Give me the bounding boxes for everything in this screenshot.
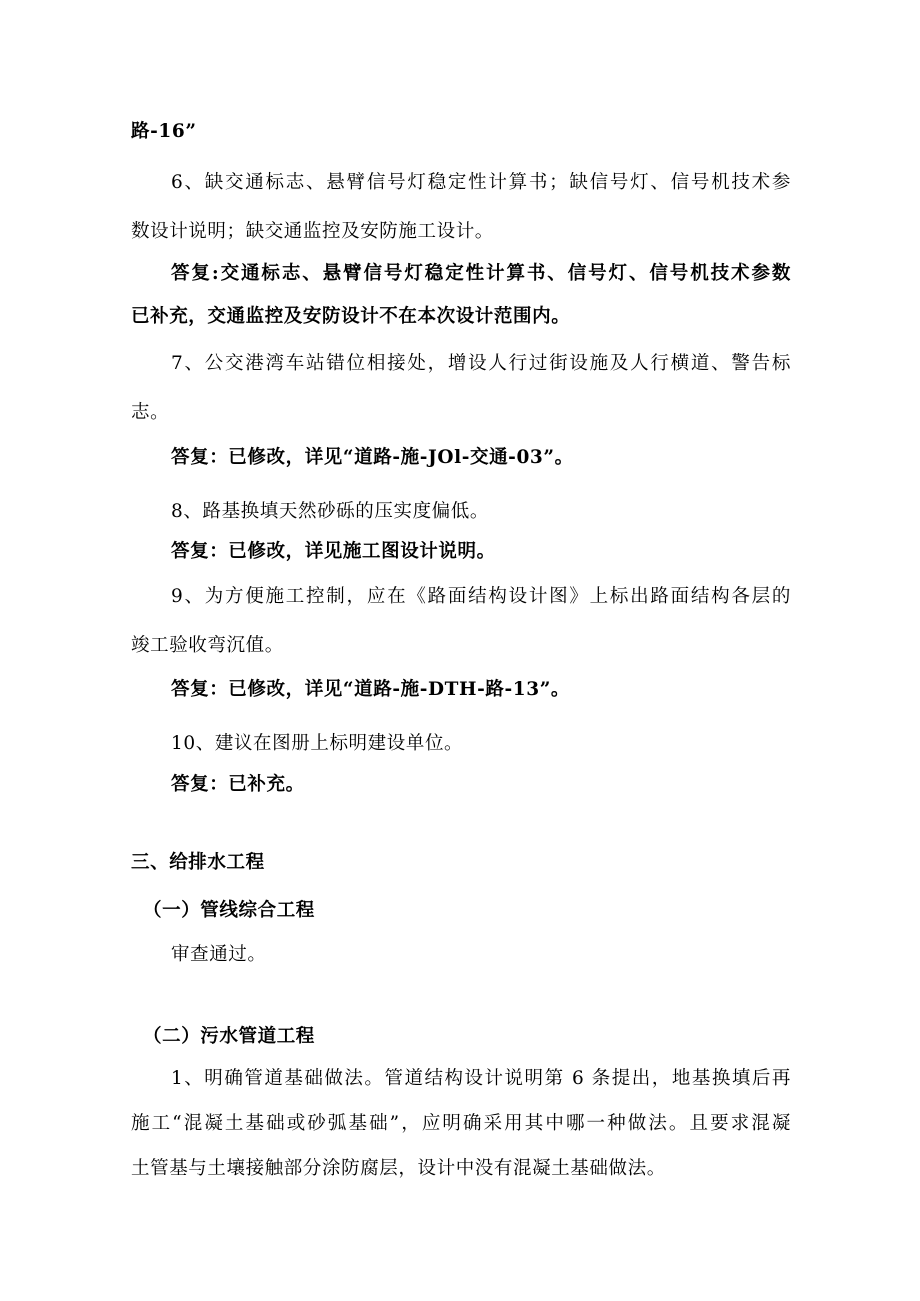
paragraph-bold-12: 答复：已修改，详见“道路-施-DTH-路-13”。 [171,679,571,700]
paragraph-8: 8、路基换填天然砂砾的压实度偏低。 [171,501,489,522]
paragraph-bold-4: 已补充，交通监控及安防设计不在本次设计范围内。 [131,306,571,327]
paragraph-bold-14: 答复：已补充。 [171,774,305,795]
paragraph-bold-9: 答复：已修改，详见施工图设计说明。 [171,541,496,562]
paragraph-bold-16: （一）管线综合工程 [143,900,315,921]
paragraph-20: 施工“混凝土基础或砂弧基础”，应明确采用其中哪一种做法。且要求混凝 [131,1113,791,1134]
paragraph-bold-7: 答复：已修改，详见“道路-施-JOl-交通-03”。 [171,447,574,468]
paragraph-21: 土管基与土壤接触部分涂防腐层，设计中没有混凝土基础做法。 [131,1158,666,1179]
paragraph-19: 1、明确管道基础做法。管道结构设计说明第 6 条提出，地基换填后再 [171,1068,791,1089]
paragraph-bold-15: 三、给排水工程 [131,852,265,873]
paragraph-bold-18: （二）污水管道工程 [143,1026,315,1047]
paragraph-13: 10、建议在图册上标明建设单位。 [171,733,464,754]
paragraph-17: 审查通过。 [171,944,267,965]
paragraph-10: 9、为方便施工控制，应在《路面结构设计图》上标出路面结构各层的 [171,586,791,607]
paragraph-11: 竣工验收弯沉值。 [131,635,284,656]
paragraph-bold-3: 答复:交通标志、悬臂信号灯稳定性计算书、信号灯、信号机技术参数 [171,263,791,284]
paragraph-2: 数设计说明；缺交通监控及安防施工设计。 [131,221,494,242]
paragraph-bold-0: 路-16” [131,121,197,142]
paragraph-6: 志。 [131,402,170,423]
paragraph-5: 7、公交港湾车站错位相接处，增设人行过街设施及人行横道、警告标 [171,353,791,374]
paragraph-1: 6、缺交通标志、悬臂信号灯稳定性计算书；缺信号灯、信号机技术参 [171,172,791,193]
